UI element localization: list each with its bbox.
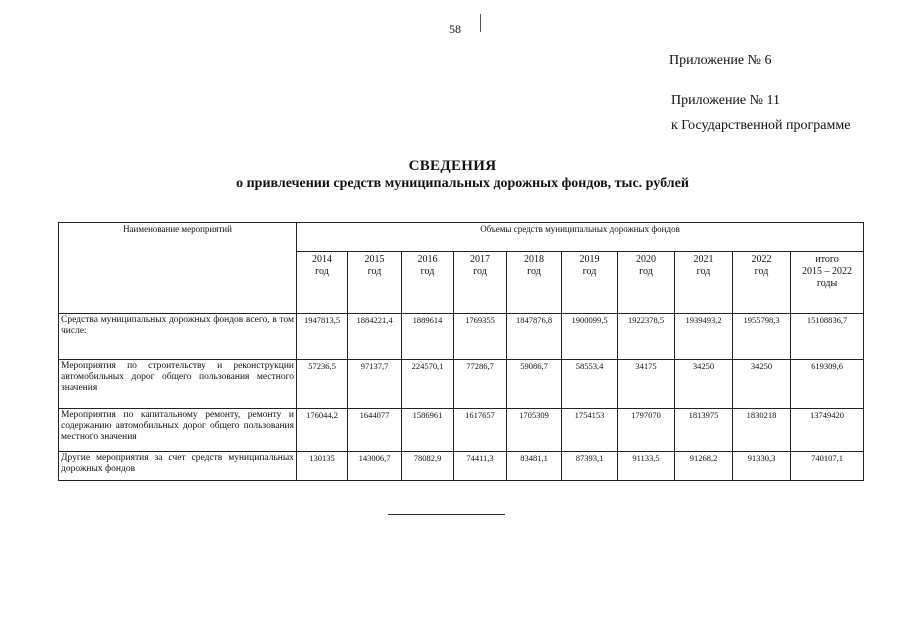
year-header-0 (297, 252, 348, 314)
row-value-cell: 1889614 (402, 314, 454, 360)
row-value-cell: 1644077 (348, 409, 402, 452)
year-header-9 (791, 252, 864, 314)
year-header-bottom: год (420, 266, 435, 277)
year-header-2 (402, 252, 454, 314)
row-value-cell: 74411,3 (454, 452, 507, 481)
row-name-cell: Средства муниципальных дорожных фондов всего, в том числе: (59, 314, 297, 360)
row-value-cell: 1939493,2 (675, 314, 733, 360)
year-header-bottom: год (582, 266, 597, 277)
table-row (59, 360, 864, 409)
table-row (59, 409, 864, 452)
row-value-cell: 77286,7 (454, 360, 507, 409)
year-header-top: 2021 (693, 254, 714, 265)
year-header-4 (507, 252, 562, 314)
row-value-cell: 57236,5 (297, 360, 348, 409)
document-title: СВЕДЕНИЯ (408, 158, 497, 174)
row-value-cell: 1847876,8 (507, 314, 562, 360)
year-header-5 (562, 252, 618, 314)
year-header-top: 2016 (417, 254, 438, 265)
row-value-cell: 91268,2 (675, 452, 733, 481)
row-value-cell: 130135 (297, 452, 348, 481)
table-row (59, 314, 864, 360)
row-value-cell: 1947813,5 (297, 314, 348, 360)
year-header-top: итого (815, 254, 839, 265)
row-value-cell: 58553,4 (562, 360, 618, 409)
table-header-row (59, 223, 864, 252)
year-header-8 (733, 252, 791, 314)
row-value-cell: 91330,3 (733, 452, 791, 481)
row-value-cell: 78082,9 (402, 452, 454, 481)
year-header-extra: годы (816, 278, 838, 289)
row-value-cell: 1705309 (507, 409, 562, 452)
row-value-cell: 34250 (733, 360, 791, 409)
year-header-3 (454, 252, 507, 314)
row-value-cell: 176044,2 (297, 409, 348, 452)
footer-rule (388, 514, 505, 515)
appendix-11-label: Приложение № 11 (671, 93, 780, 108)
row-total-cell: 13749420 (791, 409, 864, 452)
program-reference: к Государственной программе (671, 118, 851, 133)
column-header-volumes: Объемы средств муниципальных дорожных фондов (297, 223, 864, 252)
row-value-cell: 1922378,5 (618, 314, 675, 360)
page-number: 58 (449, 22, 461, 36)
year-header-bottom: год (473, 266, 487, 277)
year-header-bottom: год (696, 266, 711, 277)
row-value-cell: 1955798,3 (733, 314, 791, 360)
year-header-bottom: год (754, 266, 769, 277)
row-value-cell: 1769355 (454, 314, 507, 360)
row-name-cell: Другие мероприятия за счет средств муниципальных дорожных фондов (59, 452, 297, 481)
scan-artifact (480, 14, 481, 32)
row-value-cell: 1884221,4 (348, 314, 402, 360)
year-header-top: 2019 (579, 254, 600, 265)
row-total-cell: 619309,6 (791, 360, 864, 409)
row-value-cell: 1617657 (454, 409, 507, 452)
row-value-cell: 224570,1 (402, 360, 454, 409)
year-header-bottom: год (527, 266, 541, 277)
funds-table (58, 222, 864, 481)
year-header-top: 2020 (636, 254, 656, 265)
row-value-cell: 34250 (675, 360, 733, 409)
year-header-top: 2022 (751, 254, 772, 265)
table-row (59, 452, 864, 481)
year-header-6 (618, 252, 675, 314)
year-header-top: 2014 (312, 254, 332, 265)
year-header-top: 2015 (364, 254, 385, 265)
column-header-name: Наименование мероприятий (59, 223, 297, 314)
table-body (59, 314, 864, 481)
year-header-7 (675, 252, 733, 314)
appendix-6-label: Приложение № 6 (669, 53, 772, 68)
row-total-cell: 740107,1 (791, 452, 864, 481)
year-header-top: 2017 (470, 254, 490, 265)
year-header-bottom: год (315, 266, 329, 277)
row-total-cell: 15108836,7 (791, 314, 864, 360)
row-value-cell: 1797070 (618, 409, 675, 452)
year-header-bottom: год (367, 266, 382, 277)
year-header-bottom: 2015 – 2022 (802, 266, 853, 277)
row-value-cell: 1813975 (675, 409, 733, 452)
row-value-cell: 1754153 (562, 409, 618, 452)
row-name-cell: Мероприятия по капитальному ремонту, ремонту и содержанию автомобильных дорог общего пользования местного значения (59, 409, 297, 452)
row-value-cell: 83481,1 (507, 452, 562, 481)
row-value-cell: 97137,7 (348, 360, 402, 409)
funds-table-wrapper (58, 222, 863, 481)
row-value-cell: 34175 (618, 360, 675, 409)
year-header-bottom: год (639, 266, 653, 277)
row-value-cell: 143006,7 (348, 452, 402, 481)
document-subtitle: о привлечении средств муниципальных дорожных фондов, тыс. рублей (236, 176, 689, 191)
row-value-cell: 91133,5 (618, 452, 675, 481)
year-header-top: 2018 (524, 254, 544, 265)
year-header-1 (348, 252, 402, 314)
row-value-cell: 1830218 (733, 409, 791, 452)
row-value-cell: 87393,1 (562, 452, 618, 481)
row-name-cell: Мероприятия по строительству и реконструкции автомобильных дорог общего пользования местного значения (59, 360, 297, 409)
row-value-cell: 1586961 (402, 409, 454, 452)
row-value-cell: 1900099,5 (562, 314, 618, 360)
row-value-cell: 59086,7 (507, 360, 562, 409)
